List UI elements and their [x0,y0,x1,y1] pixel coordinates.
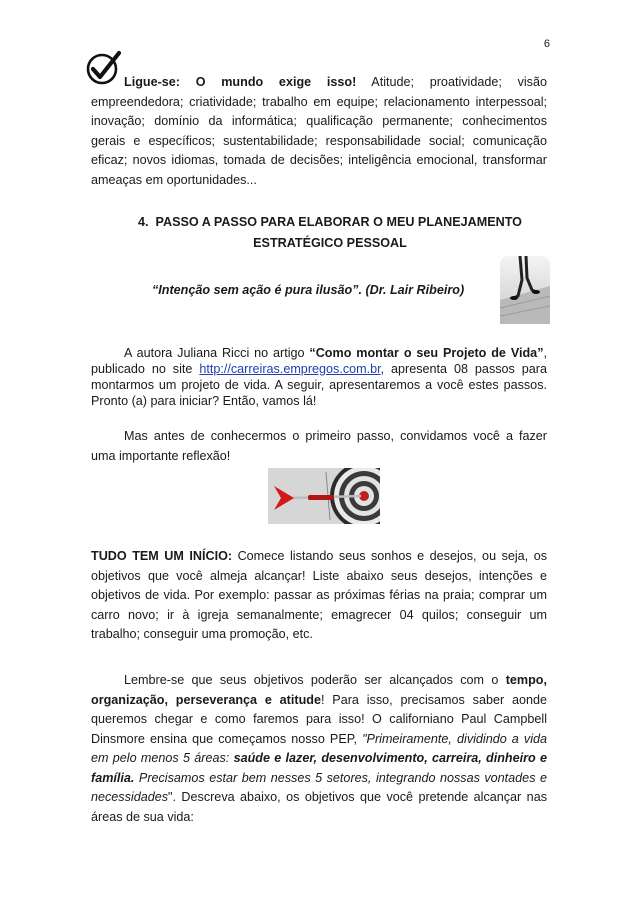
section-number: 4. [138,215,149,229]
intro-paragraph [91,73,547,190]
dartboard-photo [268,468,380,524]
paragraph-reflexao: Mas antes de conhecermos o primeiro passo, convidamos você a fazer uma importante reflexão! [91,429,547,463]
section-title-line1: PASSO A PASSO PARA ELABORAR O MEU PLANEJAMENTO [155,215,522,229]
paragraph-tudo-tem-um-inicio: TUDO TEM UM INÍCIO: Comece listando seus sonhos e desejos, ou seja, os objetivos que você almeja alcançar! Liste abaixo seus desejos, intenções e objetivos de vida. Por exemplo: passar as próximas férias na praia; comprar um carro novo; ir à igreja semanalmente; emagrecer 04 quilos; conseguir um trabalho; conseguir uma promoção, etc. [91,549,547,641]
section-heading [100,212,560,254]
section-title-line2: ESTRATÉGICO PESSOAL [253,236,407,250]
article-title: “Como montar o seu Projeto de Vida” [309,346,544,360]
page-number: 6 [543,38,550,50]
walking-person-photo [500,256,550,324]
quote: “Intenção sem ação é pura ilusão”. (Dr. Lair Ribeiro) [152,283,465,297]
intro-text: Atitude; proatividade; visão empreendedora; criatividade; trabalho em equipe; relacionamento interpessoal; inovação; domínio da informática; qualificação permanente; conhecimentos gerais e específicos; sustentabilidade; responsabilidade social; comunicação eficaz; novos idiomas, tomada de decisões; inteligência emocional, transformar ameaças em oportunidades... [91,75,547,187]
paragraph-juliana: A autora Juliana Ricci no artigo “Como montar o seu Projeto de Vida”, publicado no site http://carreiras.empregos.com.br, apresenta 08 passos para montarmos um projeto de vida. A seguir, apresentaremos a você estes passos. Pronto (a) para iniciar? Então, vamos lá! [91,346,547,408]
paragraph-lembre-se: Lembre-se que seus objetivos poderão ser alcançados com o tempo, organização, perseverança e atitude! Para isso, precisamos saber aonde queremos chegar e como faremos para isso! O californiano Paul Campbell Dinsmore ensina que começamos nosso PEP, "Primeiramente, dividindo a vida em pelo menos 5 áreas: saúde e lazer, desenvolvimento, carreira, dinheiro e família. Precisamos estar bem nesses 5 setores, integrando nossas vontades e necessidades". Descreva abaixo, os objetivos que você pretende alcançar nas áreas de sua vida: [91,673,548,824]
tudo-tem-um-inicio-label: TUDO TEM UM INÍCIO: [91,549,233,563]
intro-bold: Ligue-se: O mundo exige isso! [124,75,357,89]
site-link[interactable]: http://carreiras.empregos.com.br [199,362,381,376]
